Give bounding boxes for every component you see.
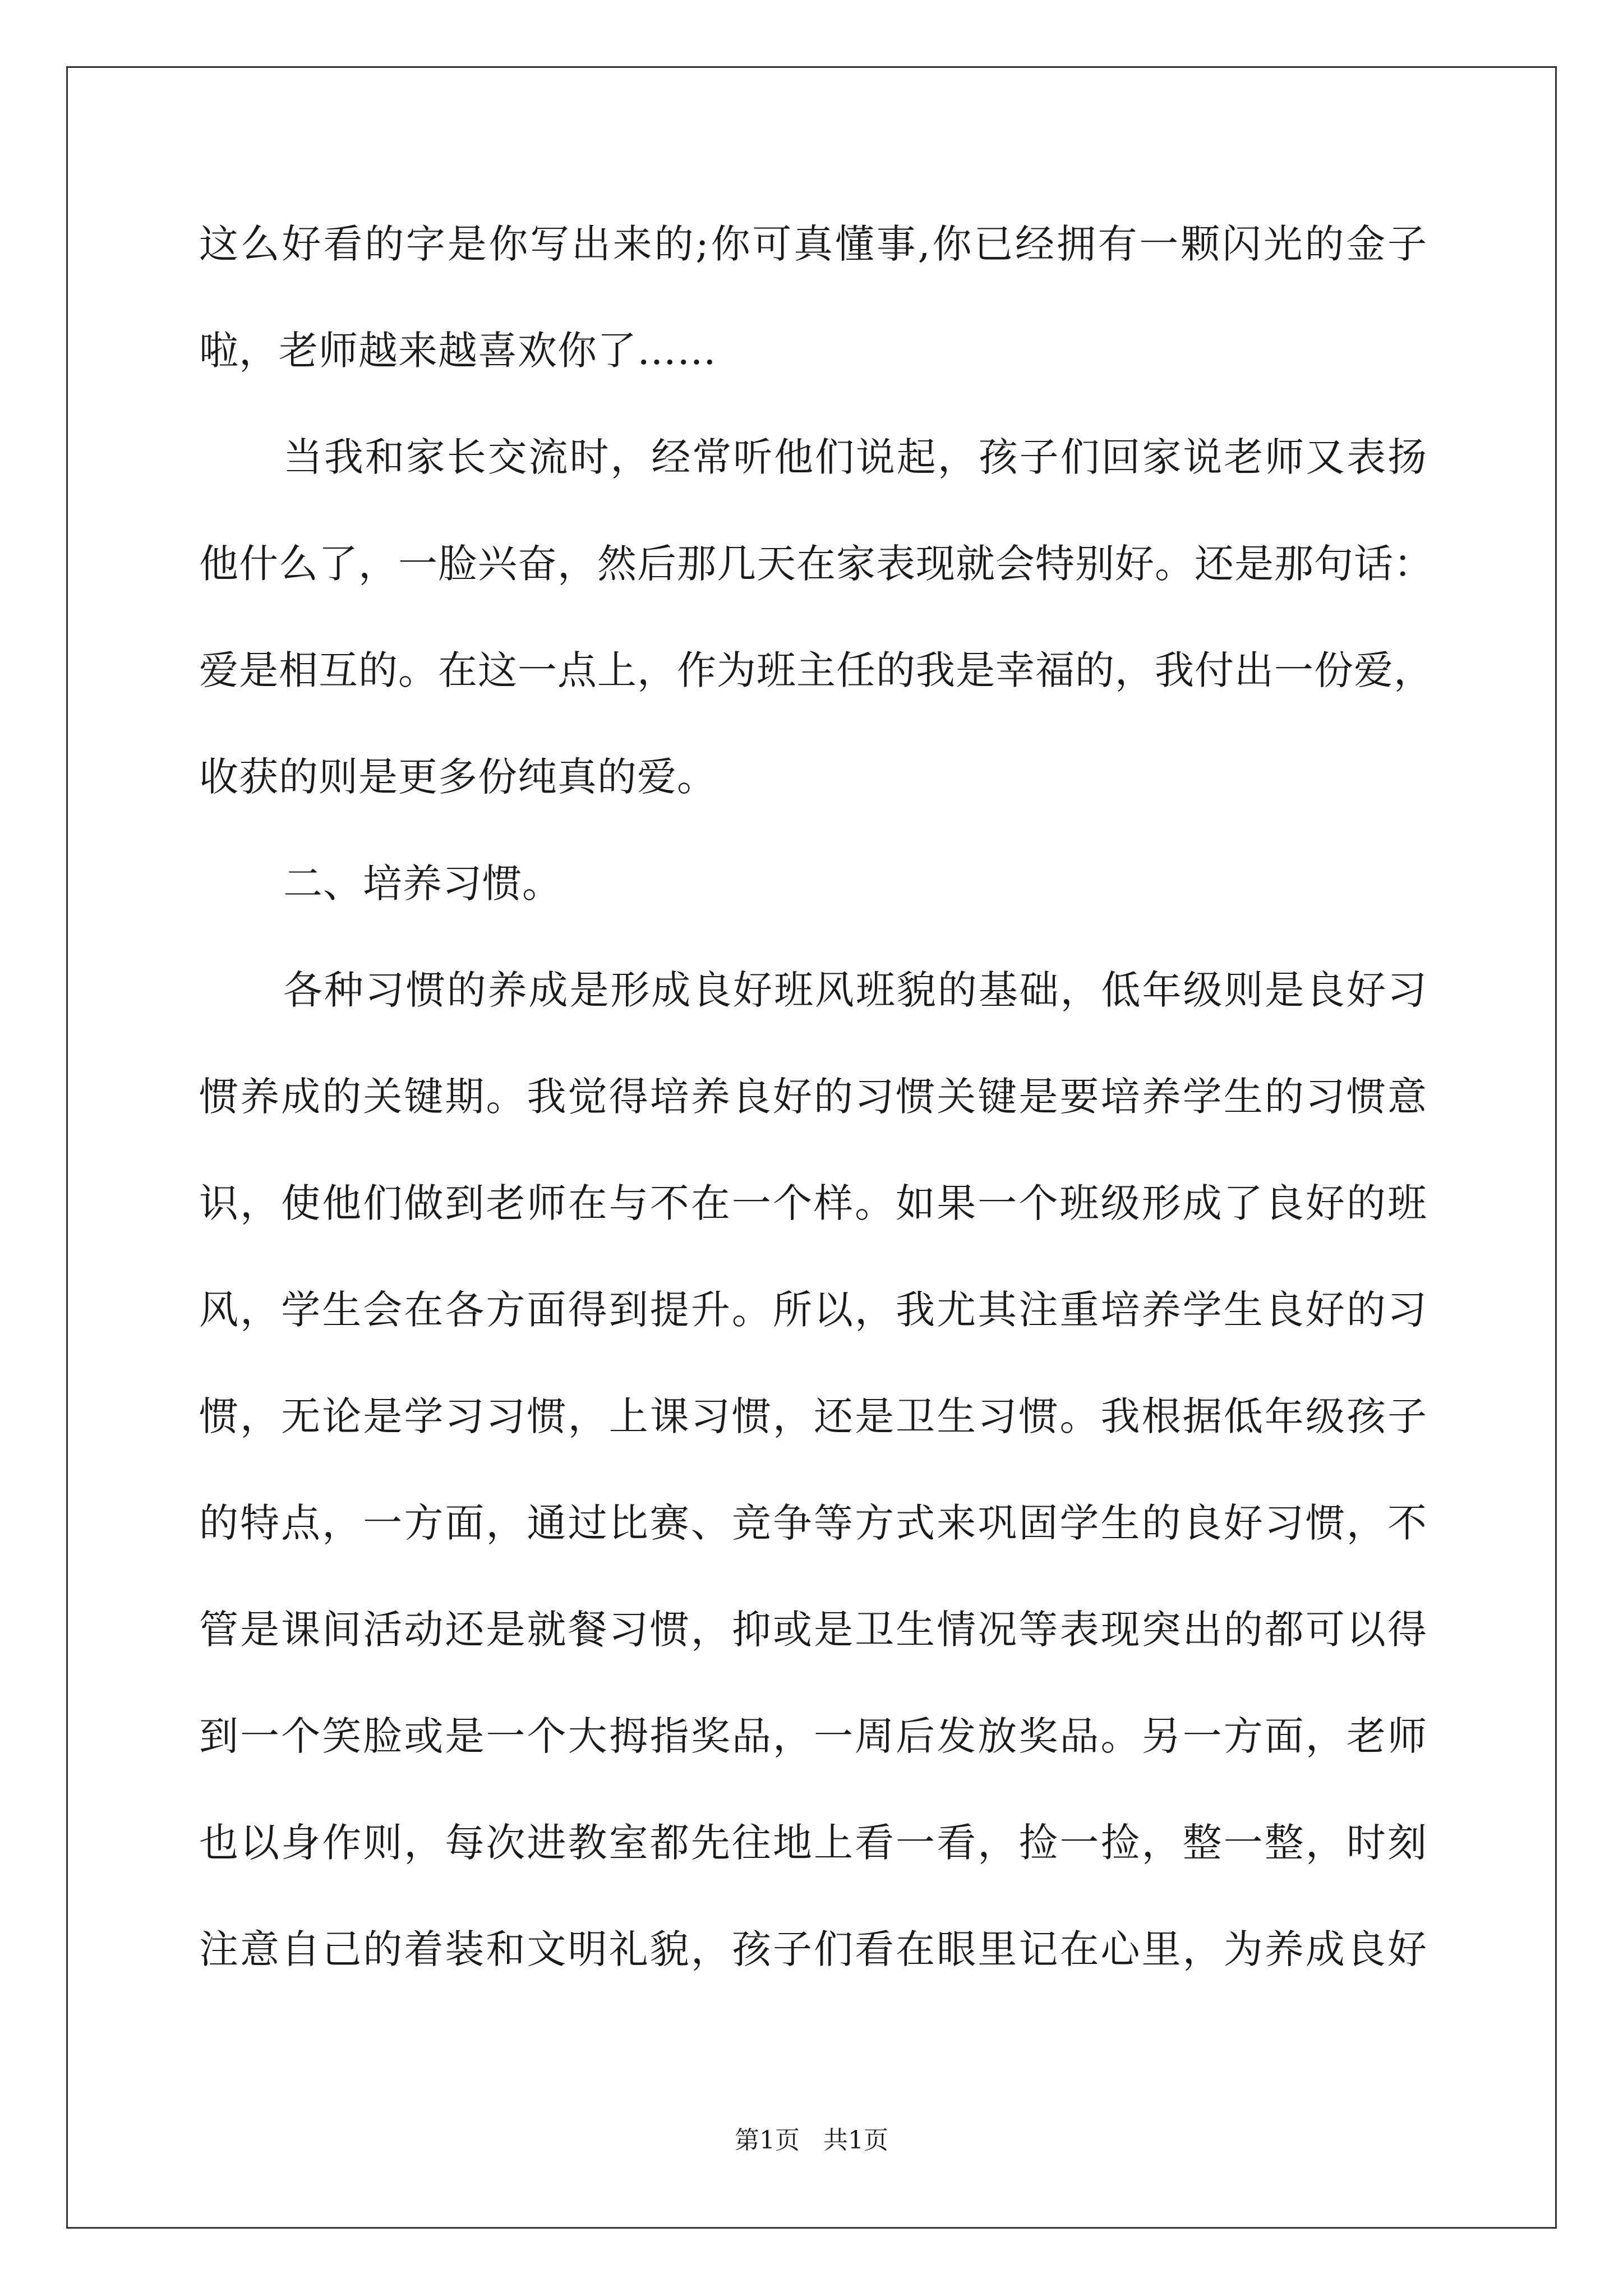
text-line: 也以身作则，每次进教室都先往地上看一看，捡一捡，整一整，时刻 <box>199 1820 1427 1866</box>
text-line: 收获的则是更多份纯真的爱。 <box>199 754 717 800</box>
text-line: 这么好看的字是你写出来的;你可真懂事,你已经拥有一颗闪光的金子 <box>199 221 1427 267</box>
text-line: 注意自己的着装和文明礼貌，孩子们看在眼里记在心里，为养成良好 <box>199 1926 1427 1972</box>
text-line: 爱是相互的。在这一点上，作为班主任的我是幸福的，我付出一份爱， <box>199 647 1433 693</box>
text-line: 惯，无论是学习习惯，上课习惯，还是卫生习惯。我根据低年级孩子 <box>199 1393 1427 1439</box>
text-line: 风，学生会在各方面得到提升。所以，我尤其注重培养学生良好的习 <box>199 1287 1427 1333</box>
page-number-footer: 第1页 共1页 <box>735 2126 888 2155</box>
document-body <box>199 216 1433 2028</box>
text-line: 当我和家长交流时，经常听他们说起，孩子们回家说老师又表扬 <box>283 434 1427 480</box>
section-heading: 二、培养习惯。 <box>283 861 562 907</box>
text-line: 管是课间活动还是就餐习惯，抑或是卫生情况等表现突出的都可以得 <box>199 1607 1427 1653</box>
text-line: 惯养成的关键期。我觉得培养良好的习惯关键是要培养学生的习惯意 <box>199 1074 1427 1120</box>
text-line: 识，使他们做到老师在与不在一个样。如果一个班级形成了良好的班 <box>199 1180 1427 1226</box>
text-line: 到一个笑脸或是一个大拇指奖品，一周后发放奖品。另一方面，老师 <box>199 1713 1427 1759</box>
text-line: 的特点，一方面，通过比赛、竞争等方式来巩固学生的良好习惯，不 <box>199 1500 1427 1546</box>
text-line: 各种习惯的养成是形成良好班风班貌的基础，低年级则是良好习 <box>283 967 1427 1013</box>
text-line: 啦，老师越来越喜欢你了…… <box>199 328 717 374</box>
text-line: 他什么了，一脸兴奋，然后那几天在家表现就会特别好。还是那句话： <box>199 541 1433 587</box>
